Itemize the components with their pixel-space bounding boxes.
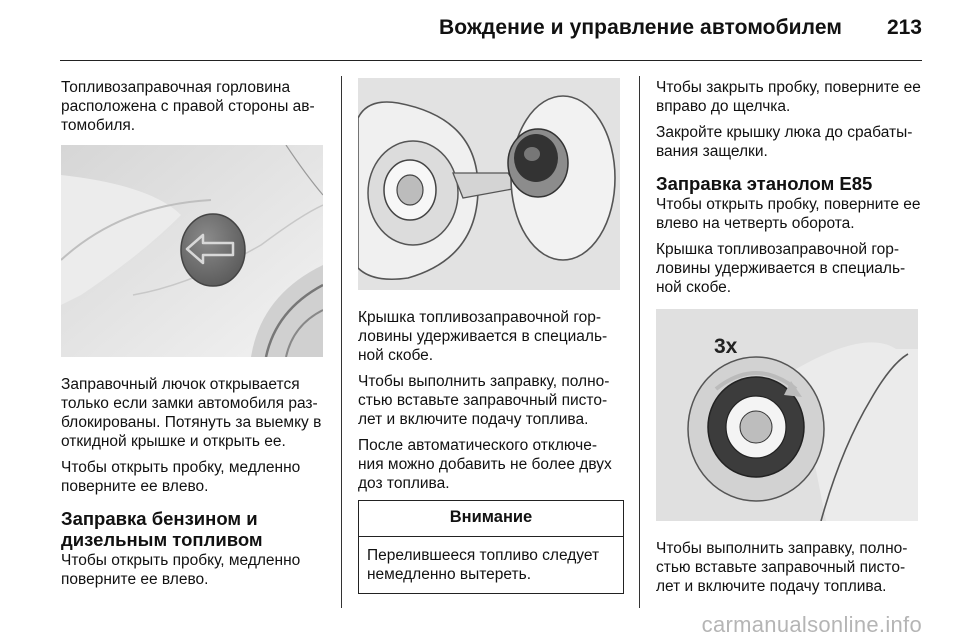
rotation-count-label: 3x — [714, 335, 738, 358]
cap-holder-figure — [358, 78, 620, 290]
cap-holder-illustration — [358, 78, 620, 290]
petrol-diesel-paragraph: Чтобы открыть пробку, медленно поверните ее влево. — [61, 552, 301, 588]
watermark-text: carmanualsonline.info — [701, 612, 922, 637]
refuel-paragraph: Чтобы выполнить заправку, полно- стью вставьте заправочный писто- лет и включите подачу топлива. — [358, 373, 610, 428]
warning-title: Внимание — [359, 501, 623, 537]
flap-opening-paragraph: Заправочный лючок открывается только если замки автомобиля раз- блокированы. Потянуть за выемку в откидной крышке и открыть ее. — [61, 376, 322, 450]
column-3 — [656, 78, 924, 603]
ethanol-refuel-paragraph: Чтобы выполнить заправку, полно- стью вставьте заправочный писто- лет и включите подачу топлива. — [656, 540, 908, 595]
column-2 — [358, 78, 624, 594]
header-divider — [60, 60, 922, 61]
ethanol-holder-paragraph: Крышка топливозаправочной гор- ловины удерживается в специаль- ной скобе. — [656, 241, 906, 296]
intro-paragraph: Топливозаправочная горловина расположена с правой стороны ав- томобиля. — [61, 79, 315, 134]
ethanol-heading: Заправка этанолом E85 — [656, 173, 873, 194]
column-divider-1 — [341, 76, 342, 608]
fuel-flap-figure — [61, 145, 323, 357]
page-title: Вождение и управление автомобилем — [439, 16, 842, 39]
e85-cap-illustration — [656, 309, 918, 521]
flap-closing-paragraph: Закройте крышку люка до срабаты- вания защелки. — [656, 124, 913, 160]
page-number: 213 — [886, 16, 922, 39]
cap-opening-paragraph: Чтобы открыть пробку, медленно поверните ее влево. — [61, 459, 301, 495]
ethanol-open-paragraph: Чтобы открыть пробку, поверните ее влево на четверть оборота. — [656, 196, 921, 232]
column-divider-2 — [639, 76, 640, 608]
e85-cap-figure — [656, 309, 918, 521]
petrol-diesel-heading: Заправка бензином и дизельным топливом — [61, 508, 263, 550]
cap-holder-paragraph: Крышка топливозаправочной гор- ловины удерживается в специаль- ной скобе. — [358, 309, 608, 364]
warning-text: Перелившееся топливо следует немедленно вытереть. — [367, 547, 600, 583]
column-1 — [61, 78, 329, 596]
warning-box — [358, 500, 624, 594]
fuel-flap-illustration — [61, 145, 323, 357]
auto-shutoff-paragraph: После автоматического отключе- ния можно добавить не более двух доз топлива. — [358, 437, 612, 492]
cap-closing-paragraph: Чтобы закрыть пробку, поверните ее вправо до щелчка. — [656, 79, 921, 115]
